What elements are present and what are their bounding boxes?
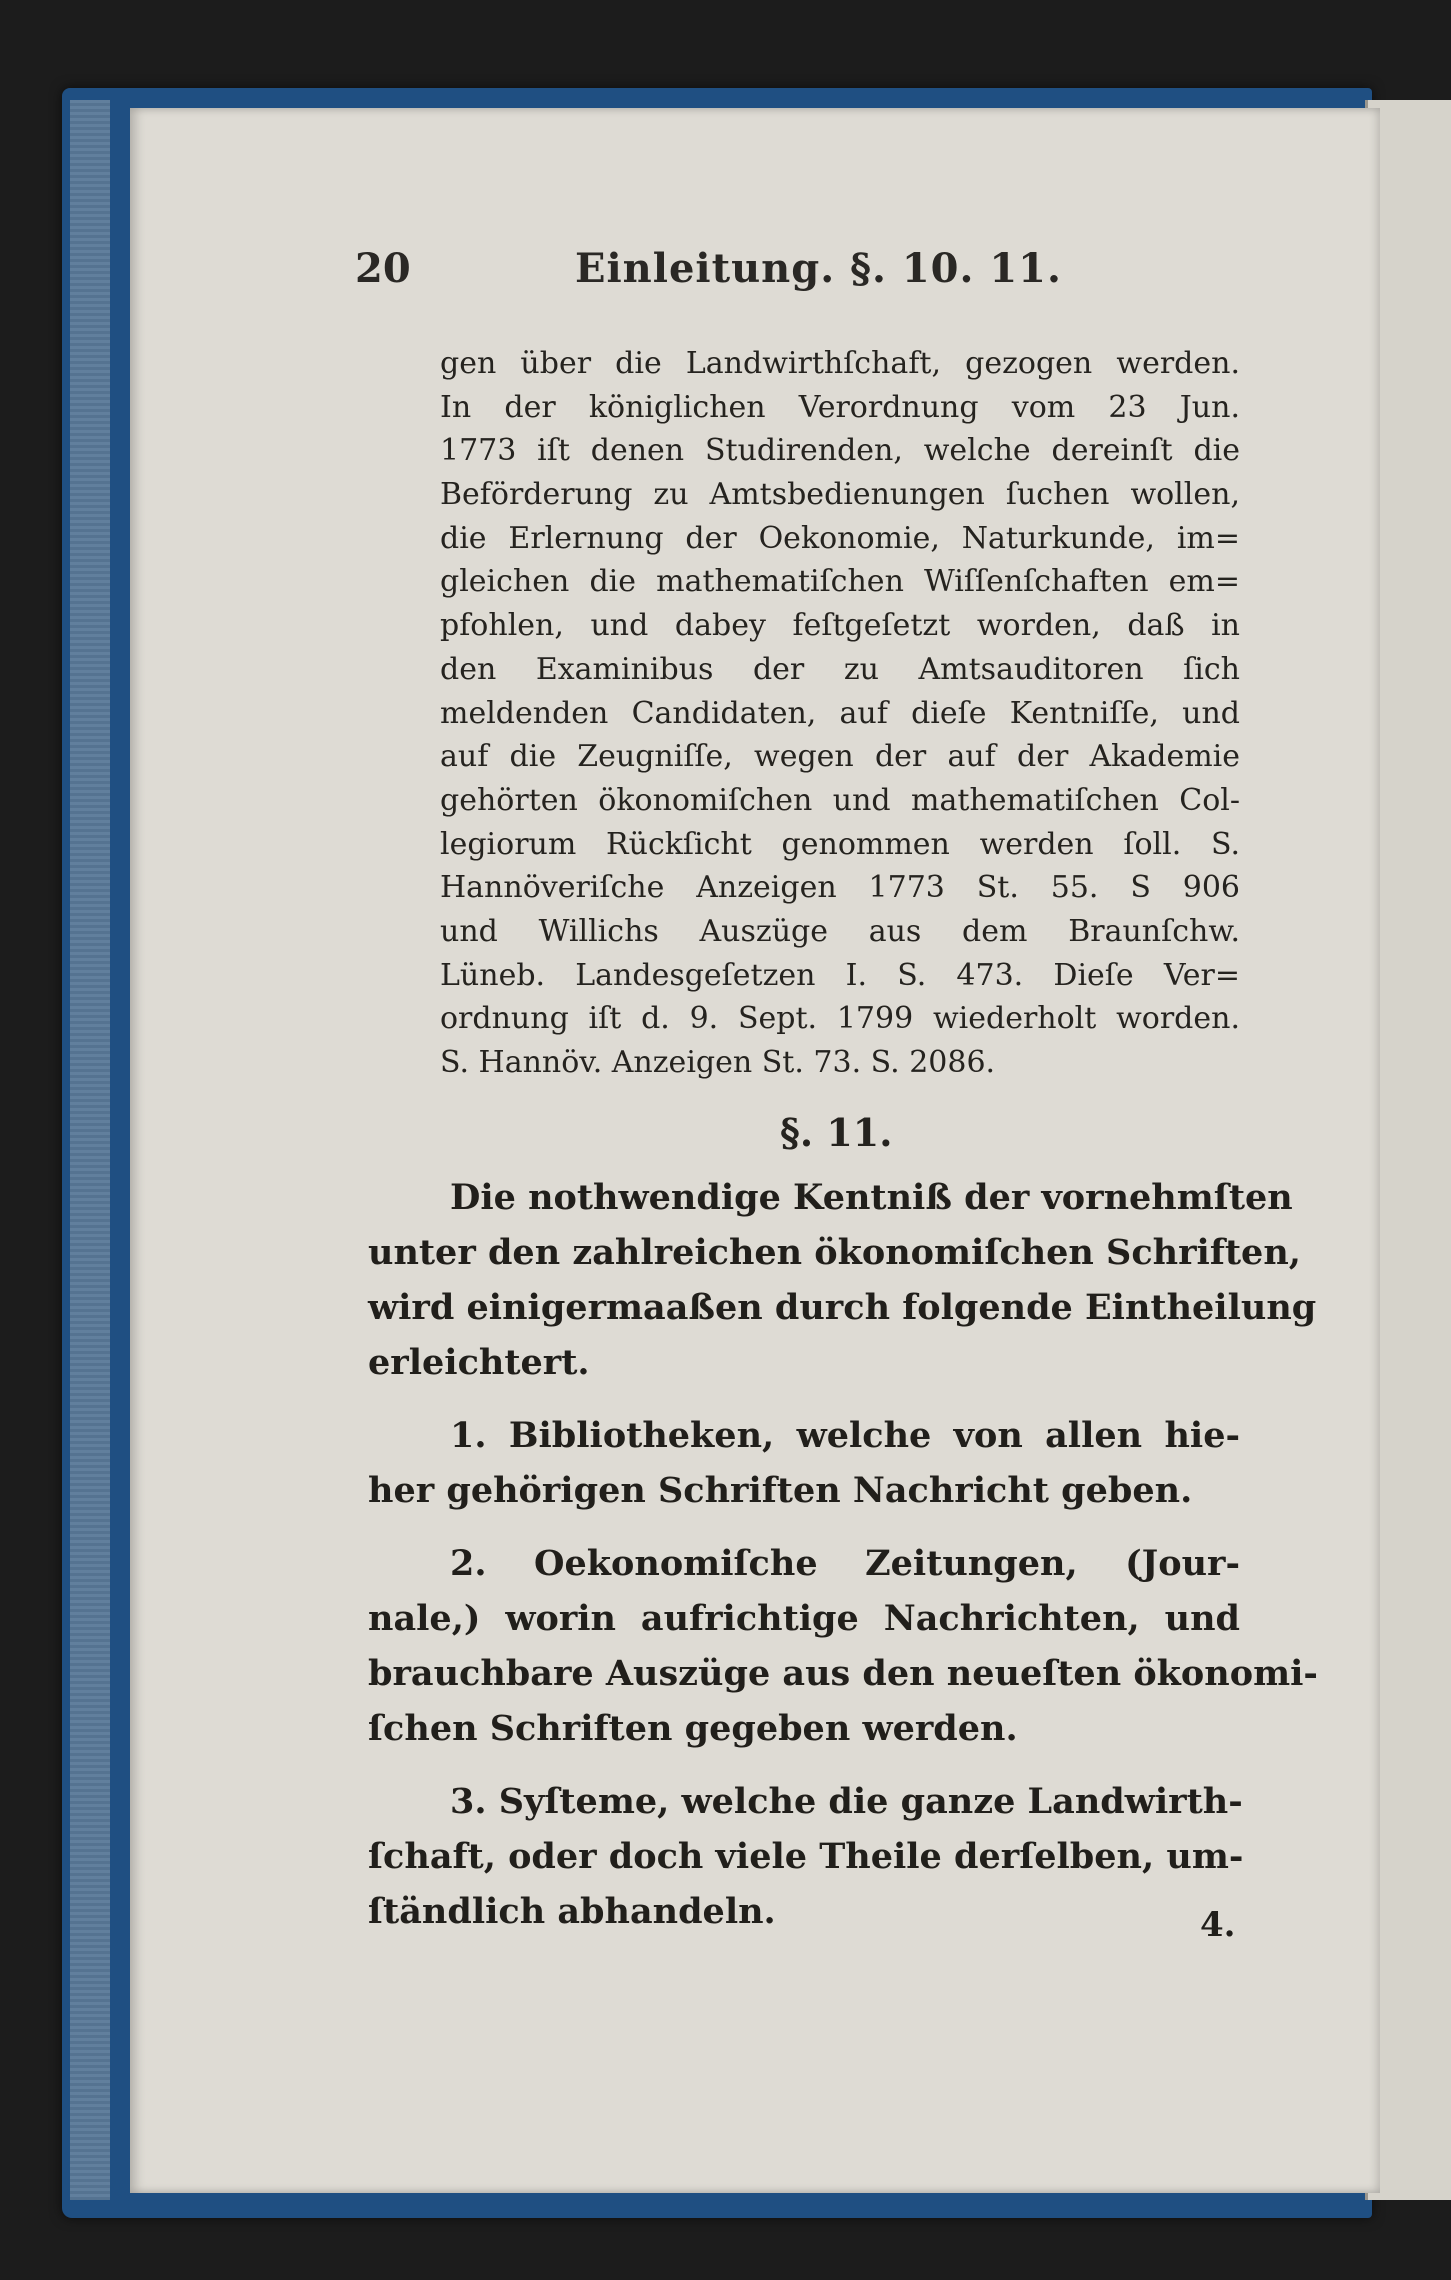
text-line: unter den zahlreichen ökonomiſchen Schriften,	[368, 1232, 1301, 1273]
list-item	[368, 1408, 1240, 1518]
text-line: die Erlernung der Oekonomie, Naturkunde, im=	[440, 520, 1240, 556]
paragraph	[368, 1170, 1317, 1390]
text-line: Lüneb. Landesgeſetzen I. S. 473. Dieſe Ver=	[440, 957, 1240, 993]
text-line: ſchen Schriften gegeben werden.	[368, 1708, 1018, 1749]
text-line: nale,) worin aufrichtige Nachrichten, und	[368, 1598, 1240, 1639]
catchword: 4.	[1200, 1905, 1236, 1945]
text-line: gen über die Landwirthſchaft, gezogen werden.	[440, 346, 1240, 381]
text-line: wird einigermaaßen durch folgende Eintheilung	[368, 1287, 1317, 1328]
cover-edge	[70, 100, 110, 2200]
list-item	[368, 1774, 1244, 1939]
text-line: Beförderung zu Amtsbedienungen ſuchen wollen,	[440, 477, 1240, 513]
text-line: erleichtert.	[368, 1342, 590, 1383]
text-line: her gehörigen Schriften Nachricht geben.	[368, 1470, 1193, 1511]
text-line: 1. Bibliotheken, welche von allen hie-	[450, 1415, 1240, 1456]
list-item	[368, 1536, 1318, 1756]
section-heading: §. 11.	[780, 1110, 893, 1155]
text-line: legiorum Rückſicht genommen werden ſoll. S.	[440, 826, 1240, 862]
text-line: gehörten ökonomiſchen und mathematiſchen Col-	[440, 782, 1240, 818]
text-line: und Willichs Auszüge aus dem Braunſchw.	[440, 913, 1240, 949]
text-line: In der königlichen Verordnung vom 23 Jun.	[440, 389, 1240, 425]
text-line: Hannöveriſche Anzeigen 1773 St. 55. S 906	[440, 870, 1240, 906]
text-line: 1773 iſt denen Studirenden, welche dereinſt die	[440, 433, 1240, 469]
page-header	[355, 245, 1255, 305]
page-number: 20	[355, 245, 411, 292]
section-body	[368, 1170, 1318, 1939]
footnote-block	[440, 342, 1240, 1085]
text-line: S. Hannöv. Anzeigen St. 73. S. 2086.	[440, 1045, 996, 1080]
text-line: meldenden Candidaten, auf dieſe Kentniſſe, und	[440, 695, 1240, 731]
text-line: Die nothwendige Kentniß der vornehmſten	[450, 1177, 1293, 1218]
running-title: Einleitung. §. 10. 11.	[575, 245, 1062, 292]
text-line: gleichen die mathematiſchen Wiſſenſchaften em=	[440, 564, 1240, 600]
text-line: 3. Syſteme, welche die ganze Landwirth-	[450, 1781, 1243, 1822]
text-line: brauchbare Auszüge aus den neueſten ökonomi-	[368, 1653, 1318, 1694]
text-line: 2. Oekonomiſche Zeitungen, (Jour-	[450, 1543, 1240, 1584]
text-line: ſchaft, oder doch viele Theile derſelben, um-	[368, 1836, 1244, 1877]
text-line: ordnung iſt d. 9. Sept. 1799 wiederholt worden.	[440, 1001, 1240, 1037]
text-line: den Examinibus der zu Amtsauditoren ſich	[440, 651, 1240, 687]
text-line: ſtändlich abhandeln.	[368, 1891, 776, 1932]
text-line: pfohlen, und dabey feſtgeſetzt worden, daß in	[440, 608, 1240, 644]
text-line: auf die Zeugniſſe, wegen der auf der Akademie	[440, 739, 1240, 775]
